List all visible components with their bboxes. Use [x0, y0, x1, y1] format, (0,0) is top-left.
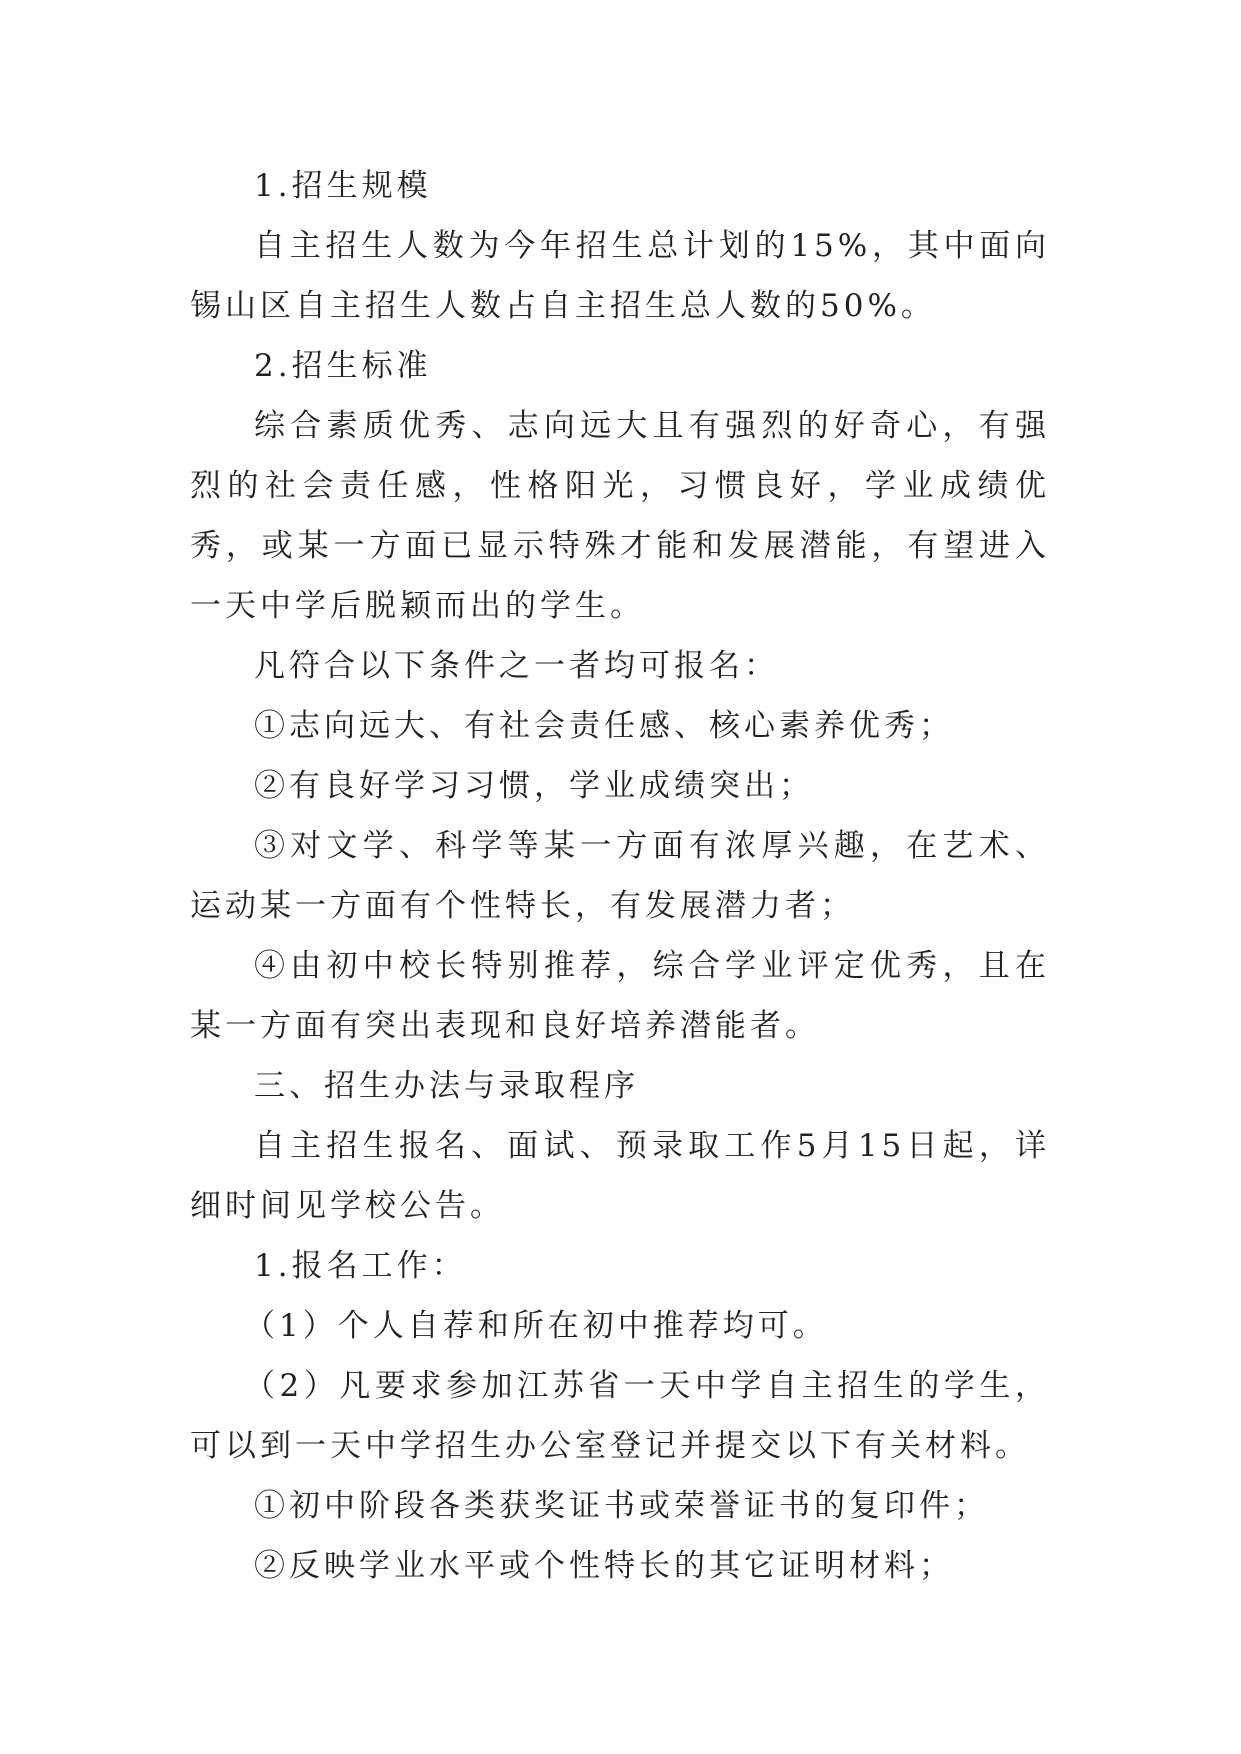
heading-section-3: 三、招生办法与录取程序	[254, 1068, 639, 1104]
paragraph-enrollment-scale: 自主招生人数为今年招生总计划的15%，其中面向锡山区自主招生人数占自主招生总人数的50%。	[190, 228, 1050, 324]
list-item-condition-3: ③对文学、科学等某一方面有浓厚兴趣，在艺术、运动某一方面有个性特长，有发展潜力者；	[190, 828, 1050, 924]
list-item-registration-2: （2）凡要求参加江苏省一天中学自主招生的学生，可以到一天中学招生办公室登记并提交以下有关材料。	[190, 1368, 1050, 1464]
list-item-material-1: ①初中阶段各类获奖证书或荣誉证书的复印件；	[254, 1488, 989, 1524]
heading-enrollment-scale: 1.招生规模	[254, 168, 432, 204]
paragraph-eligibility-intro: 凡符合以下条件之一者均可报名：	[254, 648, 779, 684]
list-item-material-2: ②反映学业水平或个性特长的其它证明材料；	[254, 1548, 954, 1584]
list-item-condition-2: ②有良好学习习惯，学业成绩突出；	[254, 768, 814, 804]
document-body	[190, 156, 1050, 1596]
paragraph-enrollment-standard: 综合素质优秀、志向远大且有强烈的好奇心，有强烈的社会责任感，性格阳光，习惯良好，学业成绩优秀，或某一方面已显示特殊才能和发展潜能，有望进入一天中学后脱颖而出的学生。	[190, 408, 1050, 624]
list-item-condition-4: ④由初中校长特别推荐，综合学业评定优秀，且在某一方面有突出表现和良好培养潜能者。	[190, 948, 1050, 1044]
list-item-condition-1: ①志向远大、有社会责任感、核心素养优秀；	[254, 708, 954, 744]
list-item-registration-1: （1）个人自荐和所在初中推荐均可。	[244, 1308, 828, 1344]
paragraph-schedule: 自主招生报名、面试、预录取工作5月15日起，详细时间见学校公告。	[190, 1128, 1050, 1224]
heading-enrollment-standard: 2.招生标准	[254, 348, 432, 384]
heading-registration: 1.报名工作：	[254, 1248, 467, 1284]
